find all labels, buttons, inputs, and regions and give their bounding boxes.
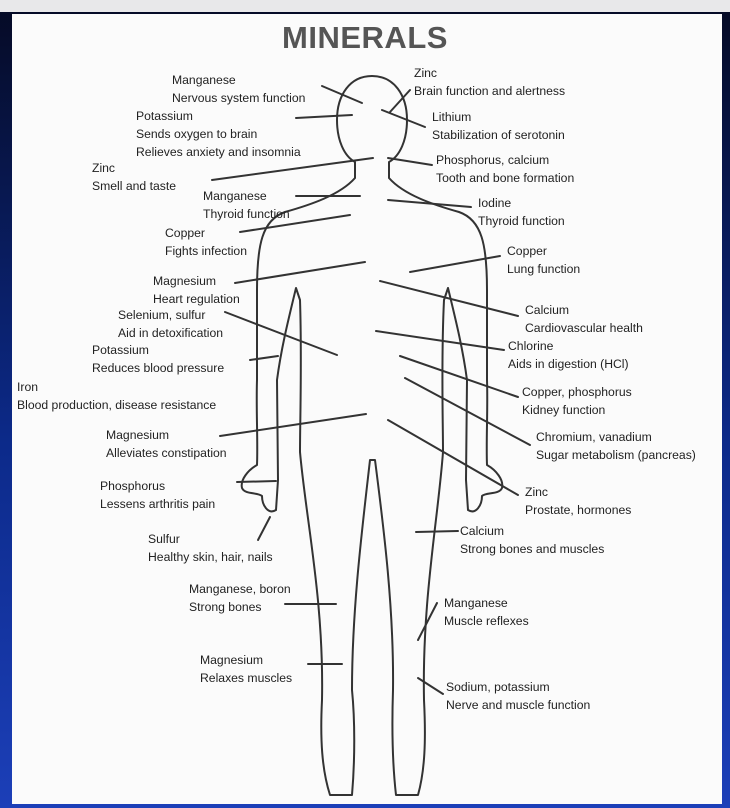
mineral-name: Calcium (460, 524, 505, 538)
mineral-name: Manganese (203, 189, 267, 203)
mineral-function: Stabilization of serotonin (432, 128, 565, 142)
mineral-name: Chromium, vanadium (536, 430, 652, 444)
mineral-function: Lung function (507, 262, 581, 276)
mineral-function: Brain function and alertness (414, 84, 566, 98)
mineral-function: Blood production, disease resistance (17, 398, 217, 412)
mineral-name: Phosphorus (100, 479, 166, 493)
mineral-function: Strong bones (189, 600, 262, 614)
mineral-name: Copper (165, 226, 205, 240)
label-phosphorus-calcium (436, 151, 574, 187)
mineral-function: Cardiovascular health (525, 321, 643, 335)
label-copper-infection (165, 224, 247, 260)
mineral-function: Heart regulation (153, 292, 240, 306)
mineral-function: Nerve and muscle function (446, 698, 591, 712)
mineral-name: Magnesium (153, 274, 216, 288)
mineral-name: Sulfur (148, 532, 180, 546)
mineral-function: Healthy skin, hair, nails (148, 550, 273, 564)
mineral-function: Thyroid function (203, 207, 290, 221)
mineral-function: Aid in detoxification (118, 326, 224, 340)
mineral-name: Phosphorus, calcium (436, 153, 550, 167)
mineral-function: Tooth and bone formation (436, 171, 575, 185)
mineral-function: Strong bones and muscles (460, 542, 605, 556)
mineral-name: Selenium, sulfur (118, 308, 206, 322)
label-lithium (432, 108, 565, 144)
mineral-function: Fights infection (165, 244, 247, 258)
label-copper-phosphorus (522, 383, 632, 419)
mineral-name: Copper, phosphorus (522, 385, 632, 399)
label-sulfur-skin (148, 530, 273, 566)
label-magnesium-constipation (106, 426, 227, 462)
mineral-function: Thyroid function (478, 214, 565, 228)
mineral-function: Relaxes muscles (200, 671, 293, 685)
mineral-name: Zinc (414, 66, 438, 80)
mineral-function-2: Relieves anxiety and insomnia (136, 145, 301, 159)
label-chromium-vanadium (536, 428, 696, 464)
mineral-function: Sugar metabolism (pancreas) (536, 448, 696, 462)
label-iron (17, 378, 216, 414)
label-manganese-reflexes (444, 594, 529, 630)
label-potassium-oxygen (136, 107, 301, 161)
mineral-function: Sends oxygen to brain (136, 127, 258, 141)
label-manganese-nervous (172, 71, 305, 107)
mineral-name: Copper (507, 244, 547, 258)
mineral-name: Chlorine (508, 339, 554, 353)
label-sodium-potassium (446, 678, 590, 714)
mineral-name: Iron (17, 380, 39, 394)
mineral-name: Manganese (172, 73, 236, 87)
mineral-function: Lessens arthritis pain (100, 497, 216, 511)
mineral-function: Kidney function (522, 403, 606, 417)
label-potassium-bp (92, 341, 224, 377)
label-zinc-prostate (525, 483, 631, 519)
mineral-name: Potassium (92, 343, 149, 357)
label-zinc-brain (414, 64, 565, 100)
mineral-name: Magnesium (200, 653, 263, 667)
mineral-name: Zinc (525, 485, 549, 499)
label-chlorine (508, 337, 629, 373)
label-magnesium-heart (153, 272, 240, 308)
mineral-function: Nervous system function (172, 91, 306, 105)
label-selenium-sulfur (118, 306, 223, 342)
label-zinc-smell (92, 159, 176, 195)
label-iodine (478, 194, 565, 230)
page-title: MINERALS (282, 20, 448, 55)
label-phosphorus-arthritis (100, 477, 215, 513)
mineral-function: Alleviates constipation (106, 446, 227, 460)
mineral-name: Manganese (444, 596, 508, 610)
mineral-name: Lithium (432, 110, 472, 124)
mineral-name: Sodium, potassium (446, 680, 550, 694)
mineral-function: Reduces blood pressure (92, 361, 225, 375)
label-manganese-boron (189, 580, 291, 616)
label-copper-lung (507, 242, 580, 278)
mineral-function: Muscle reflexes (444, 614, 529, 628)
mineral-name: Magnesium (106, 428, 169, 442)
mineral-name: Potassium (136, 109, 193, 123)
label-magnesium-relax (200, 651, 292, 687)
mineral-name: Calcium (525, 303, 570, 317)
mineral-name: Iodine (478, 196, 512, 210)
label-calcium-cardio (525, 301, 643, 337)
mineral-function: Aids in digestion (HCl) (508, 357, 629, 371)
mineral-name: Zinc (92, 161, 116, 175)
mineral-name: Manganese, boron (189, 582, 291, 596)
label-calcium-bones (460, 522, 604, 558)
mineral-function: Prostate, hormones (525, 503, 632, 517)
label-manganese-thyroid (203, 187, 290, 223)
mineral-function: Smell and taste (92, 179, 177, 193)
